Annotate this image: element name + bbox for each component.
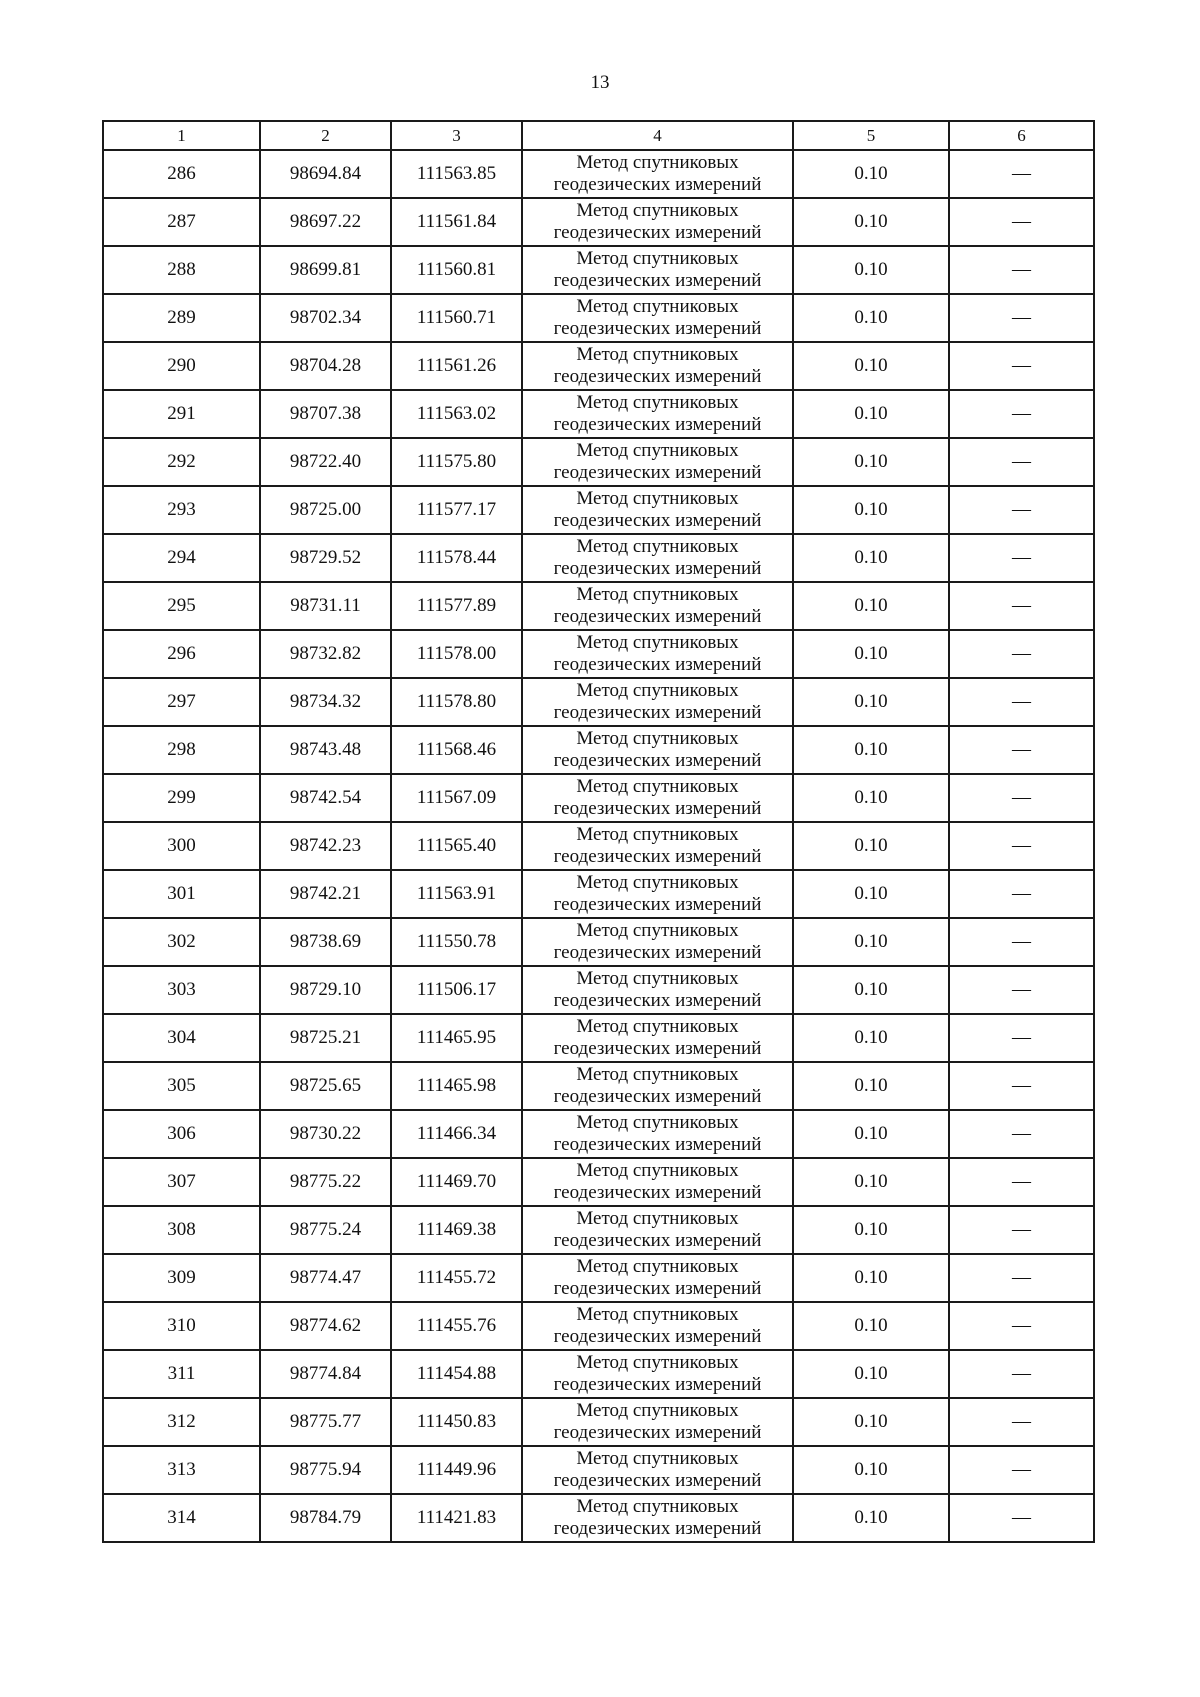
note-cell: — [949, 630, 1094, 678]
table-row [103, 342, 1094, 390]
x-coordinate-cell: 98774.84 [260, 1350, 391, 1398]
point-number-cell: 290 [103, 342, 260, 390]
method-line-2: геодезических измерений [553, 1038, 762, 1059]
method-line-1: Метод спутниковых [576, 1256, 739, 1277]
x-coordinate-cell: 98725.21 [260, 1014, 391, 1062]
x-coordinate-cell: 98743.48 [260, 726, 391, 774]
note-cell: — [949, 1350, 1094, 1398]
x-coordinate-cell: 98704.28 [260, 342, 391, 390]
point-number-cell: 303 [103, 966, 260, 1014]
note-cell: — [949, 390, 1094, 438]
point-number-cell: 300 [103, 822, 260, 870]
method-line-2: геодезических измерений [553, 1326, 762, 1347]
method-cell [522, 1494, 793, 1542]
method-line-1: Метод спутниковых [576, 632, 739, 653]
accuracy-cell: 0.10 [793, 1350, 949, 1398]
x-coordinate-cell: 98742.21 [260, 870, 391, 918]
method-line-1: Метод спутниковых [576, 1160, 739, 1181]
accuracy-cell: 0.10 [793, 630, 949, 678]
note-cell: — [949, 678, 1094, 726]
note-cell: — [949, 582, 1094, 630]
y-coordinate-cell: 111563.02 [391, 390, 522, 438]
y-coordinate-cell: 111465.95 [391, 1014, 522, 1062]
method-line-1: Метод спутниковых [576, 680, 739, 701]
y-coordinate-cell: 111550.78 [391, 918, 522, 966]
x-coordinate-cell: 98702.34 [260, 294, 391, 342]
y-coordinate-cell: 111455.72 [391, 1254, 522, 1302]
accuracy-cell: 0.10 [793, 198, 949, 246]
table-row [103, 822, 1094, 870]
table-row [103, 1062, 1094, 1110]
method-line-1: Метод спутниковых [576, 1304, 739, 1325]
method-line-1: Метод спутниковых [576, 1208, 739, 1229]
y-coordinate-cell: 111561.26 [391, 342, 522, 390]
point-number-cell: 294 [103, 534, 260, 582]
table-row [103, 390, 1094, 438]
table-row [103, 966, 1094, 1014]
y-coordinate-cell: 111560.81 [391, 246, 522, 294]
method-cell [522, 774, 793, 822]
method-cell [522, 870, 793, 918]
column-header-3: 3 [391, 121, 522, 150]
table-row [103, 774, 1094, 822]
method-cell [522, 1014, 793, 1062]
method-line-2: геодезических измерений [553, 558, 762, 579]
method-line-2: геодезических измерений [553, 1470, 762, 1491]
note-cell: — [949, 1494, 1094, 1542]
x-coordinate-cell: 98775.94 [260, 1446, 391, 1494]
accuracy-cell: 0.10 [793, 726, 949, 774]
point-number-cell: 308 [103, 1206, 260, 1254]
method-line-2: геодезических измерений [553, 462, 762, 483]
y-coordinate-cell: 111567.09 [391, 774, 522, 822]
x-coordinate-cell: 98707.38 [260, 390, 391, 438]
accuracy-cell: 0.10 [793, 294, 949, 342]
y-coordinate-cell: 111563.91 [391, 870, 522, 918]
method-line-1: Метод спутниковых [576, 296, 739, 317]
note-cell: — [949, 774, 1094, 822]
method-cell [522, 198, 793, 246]
point-number-cell: 296 [103, 630, 260, 678]
point-number-cell: 301 [103, 870, 260, 918]
table-row [103, 486, 1094, 534]
method-line-2: геодезических измерений [553, 654, 762, 675]
method-line-2: геодезических измерений [553, 894, 762, 915]
point-number-cell: 291 [103, 390, 260, 438]
method-line-1: Метод спутниковых [576, 1352, 739, 1373]
table-row [103, 1350, 1094, 1398]
method-line-2: геодезических измерений [553, 990, 762, 1011]
x-coordinate-cell: 98775.77 [260, 1398, 391, 1446]
table-row [103, 1014, 1094, 1062]
table-row [103, 438, 1094, 486]
accuracy-cell: 0.10 [793, 822, 949, 870]
note-cell: — [949, 246, 1094, 294]
x-coordinate-cell: 98725.65 [260, 1062, 391, 1110]
y-coordinate-cell: 111506.17 [391, 966, 522, 1014]
table-row [103, 1302, 1094, 1350]
note-cell: — [949, 1014, 1094, 1062]
method-line-2: геодезических измерений [553, 1182, 762, 1203]
method-line-1: Метод спутниковых [576, 440, 739, 461]
table-header [103, 121, 1094, 150]
method-line-2: геодезических измерений [553, 510, 762, 531]
y-coordinate-cell: 111450.83 [391, 1398, 522, 1446]
method-line-2: геодезических измерений [553, 1086, 762, 1107]
column-header-5: 5 [793, 121, 949, 150]
method-line-1: Метод спутниковых [576, 1016, 739, 1037]
point-number-cell: 293 [103, 486, 260, 534]
table-row [103, 870, 1094, 918]
method-line-2: геодезических измерений [553, 174, 762, 195]
x-coordinate-cell: 98694.84 [260, 150, 391, 198]
method-cell [522, 1254, 793, 1302]
x-coordinate-cell: 98697.22 [260, 198, 391, 246]
note-cell: — [949, 918, 1094, 966]
note-cell: — [949, 150, 1094, 198]
y-coordinate-cell: 111578.80 [391, 678, 522, 726]
method-line-2: геодезических измерений [553, 1422, 762, 1443]
note-cell: — [949, 294, 1094, 342]
accuracy-cell: 0.10 [793, 918, 949, 966]
method-line-1: Метод спутниковых [576, 920, 739, 941]
method-line-2: геодезических измерений [553, 846, 762, 867]
method-cell [522, 294, 793, 342]
point-number-cell: 287 [103, 198, 260, 246]
x-coordinate-cell: 98774.62 [260, 1302, 391, 1350]
x-coordinate-cell: 98729.10 [260, 966, 391, 1014]
table-row [103, 1398, 1094, 1446]
accuracy-cell: 0.10 [793, 438, 949, 486]
point-number-cell: 311 [103, 1350, 260, 1398]
method-cell [522, 1062, 793, 1110]
table-row [103, 1158, 1094, 1206]
method-line-1: Метод спутниковых [576, 1400, 739, 1421]
point-number-cell: 310 [103, 1302, 260, 1350]
y-coordinate-cell: 111577.17 [391, 486, 522, 534]
method-line-2: геодезических измерений [553, 1374, 762, 1395]
accuracy-cell: 0.10 [793, 1494, 949, 1542]
point-number-cell: 309 [103, 1254, 260, 1302]
x-coordinate-cell: 98742.54 [260, 774, 391, 822]
point-number-cell: 306 [103, 1110, 260, 1158]
method-cell [522, 918, 793, 966]
note-cell: — [949, 1206, 1094, 1254]
table-row [103, 1446, 1094, 1494]
table-row [103, 198, 1094, 246]
coordinates-table [102, 120, 1095, 1543]
note-cell: — [949, 198, 1094, 246]
method-line-1: Метод спутниковых [576, 728, 739, 749]
method-line-2: геодезических измерений [553, 702, 762, 723]
method-line-1: Метод спутниковых [576, 200, 739, 221]
page-number: 13 [590, 72, 610, 93]
accuracy-cell: 0.10 [793, 1446, 949, 1494]
method-line-2: геодезических измерений [553, 366, 762, 387]
method-line-2: геодезических измерений [553, 942, 762, 963]
y-coordinate-cell: 111565.40 [391, 822, 522, 870]
x-coordinate-cell: 98742.23 [260, 822, 391, 870]
accuracy-cell: 0.10 [793, 246, 949, 294]
y-coordinate-cell: 111449.96 [391, 1446, 522, 1494]
table-row [103, 582, 1094, 630]
x-coordinate-cell: 98729.52 [260, 534, 391, 582]
method-line-2: геодезических измерений [553, 1278, 762, 1299]
accuracy-cell: 0.10 [793, 1110, 949, 1158]
accuracy-cell: 0.10 [793, 1398, 949, 1446]
method-line-1: Метод спутниковых [576, 392, 739, 413]
table-row [103, 534, 1094, 582]
method-cell [522, 1350, 793, 1398]
note-cell: — [949, 870, 1094, 918]
table-row [103, 246, 1094, 294]
x-coordinate-cell: 98722.40 [260, 438, 391, 486]
table-row [103, 1254, 1094, 1302]
y-coordinate-cell: 111563.85 [391, 150, 522, 198]
method-cell [522, 630, 793, 678]
table-row [103, 150, 1094, 198]
method-line-1: Метод спутниковых [576, 344, 739, 365]
point-number-cell: 292 [103, 438, 260, 486]
x-coordinate-cell: 98738.69 [260, 918, 391, 966]
method-cell [522, 342, 793, 390]
method-line-1: Метод спутниковых [576, 872, 739, 893]
accuracy-cell: 0.10 [793, 390, 949, 438]
method-cell [522, 1302, 793, 1350]
method-line-1: Метод спутниковых [576, 1496, 739, 1517]
column-header-4: 4 [522, 121, 793, 150]
method-line-1: Метод спутниковых [576, 824, 739, 845]
table-row [103, 1494, 1094, 1542]
point-number-cell: 295 [103, 582, 260, 630]
method-line-2: геодезических измерений [553, 798, 762, 819]
point-number-cell: 312 [103, 1398, 260, 1446]
accuracy-cell: 0.10 [793, 774, 949, 822]
y-coordinate-cell: 111577.89 [391, 582, 522, 630]
column-header-1: 1 [103, 121, 260, 150]
method-cell [522, 1446, 793, 1494]
method-cell [522, 1206, 793, 1254]
y-coordinate-cell: 111561.84 [391, 198, 522, 246]
accuracy-cell: 0.10 [793, 486, 949, 534]
point-number-cell: 288 [103, 246, 260, 294]
method-line-1: Метод спутниковых [576, 1112, 739, 1133]
column-header-2: 2 [260, 121, 391, 150]
y-coordinate-cell: 111469.38 [391, 1206, 522, 1254]
method-cell [522, 534, 793, 582]
accuracy-cell: 0.10 [793, 534, 949, 582]
method-cell [522, 1398, 793, 1446]
note-cell: — [949, 822, 1094, 870]
method-cell [522, 438, 793, 486]
method-line-1: Метод спутниковых [576, 968, 739, 989]
accuracy-cell: 0.10 [793, 342, 949, 390]
point-number-cell: 298 [103, 726, 260, 774]
table-row [103, 678, 1094, 726]
note-cell: — [949, 966, 1094, 1014]
point-number-cell: 302 [103, 918, 260, 966]
method-cell [522, 726, 793, 774]
header-row [103, 121, 1094, 150]
method-line-1: Метод спутниковых [576, 584, 739, 605]
method-cell [522, 1158, 793, 1206]
method-line-1: Метод спутниковых [576, 1064, 739, 1085]
point-number-cell: 313 [103, 1446, 260, 1494]
accuracy-cell: 0.10 [793, 150, 949, 198]
method-line-2: геодезических измерений [553, 1518, 762, 1539]
point-number-cell: 305 [103, 1062, 260, 1110]
method-line-2: геодезических измерений [553, 1134, 762, 1155]
y-coordinate-cell: 111421.83 [391, 1494, 522, 1542]
accuracy-cell: 0.10 [793, 870, 949, 918]
method-cell [522, 486, 793, 534]
y-coordinate-cell: 111568.46 [391, 726, 522, 774]
y-coordinate-cell: 111466.34 [391, 1110, 522, 1158]
method-line-2: геодезических измерений [553, 750, 762, 771]
method-line-1: Метод спутниковых [576, 248, 739, 269]
accuracy-cell: 0.10 [793, 1302, 949, 1350]
method-cell [522, 150, 793, 198]
note-cell: — [949, 342, 1094, 390]
accuracy-cell: 0.10 [793, 1254, 949, 1302]
method-line-2: геодезических измерений [553, 1230, 762, 1251]
method-cell [522, 678, 793, 726]
point-number-cell: 297 [103, 678, 260, 726]
y-coordinate-cell: 111575.80 [391, 438, 522, 486]
method-cell [522, 822, 793, 870]
point-number-cell: 304 [103, 1014, 260, 1062]
method-line-2: геодезических измерений [553, 414, 762, 435]
x-coordinate-cell: 98731.11 [260, 582, 391, 630]
x-coordinate-cell: 98730.22 [260, 1110, 391, 1158]
x-coordinate-cell: 98774.47 [260, 1254, 391, 1302]
method-cell [522, 966, 793, 1014]
accuracy-cell: 0.10 [793, 1206, 949, 1254]
y-coordinate-cell: 111465.98 [391, 1062, 522, 1110]
method-line-2: геодезических измерений [553, 270, 762, 291]
method-line-1: Метод спутниковых [576, 536, 739, 557]
method-cell [522, 246, 793, 294]
note-cell: — [949, 1302, 1094, 1350]
point-number-cell: 289 [103, 294, 260, 342]
method-cell [522, 582, 793, 630]
method-cell [522, 1110, 793, 1158]
note-cell: — [949, 1110, 1094, 1158]
method-line-1: Метод спутниковых [576, 776, 739, 797]
x-coordinate-cell: 98775.24 [260, 1206, 391, 1254]
x-coordinate-cell: 98699.81 [260, 246, 391, 294]
method-line-2: геодезических измерений [553, 318, 762, 339]
method-line-1: Метод спутниковых [576, 152, 739, 173]
method-line-2: геодезических измерений [553, 222, 762, 243]
note-cell: — [949, 1446, 1094, 1494]
point-number-cell: 286 [103, 150, 260, 198]
table-row [103, 294, 1094, 342]
y-coordinate-cell: 111578.44 [391, 534, 522, 582]
accuracy-cell: 0.10 [793, 678, 949, 726]
method-line-1: Метод спутниковых [576, 1448, 739, 1469]
accuracy-cell: 0.10 [793, 1158, 949, 1206]
note-cell: — [949, 1254, 1094, 1302]
table-row [103, 726, 1094, 774]
note-cell: — [949, 438, 1094, 486]
accuracy-cell: 0.10 [793, 966, 949, 1014]
accuracy-cell: 0.10 [793, 1014, 949, 1062]
table-row [103, 1206, 1094, 1254]
y-coordinate-cell: 111578.00 [391, 630, 522, 678]
x-coordinate-cell: 98784.79 [260, 1494, 391, 1542]
x-coordinate-cell: 98734.32 [260, 678, 391, 726]
note-cell: — [949, 486, 1094, 534]
table-row [103, 630, 1094, 678]
method-line-2: геодезических измерений [553, 606, 762, 627]
table-body [103, 150, 1094, 1542]
method-cell [522, 390, 793, 438]
point-number-cell: 314 [103, 1494, 260, 1542]
y-coordinate-cell: 111469.70 [391, 1158, 522, 1206]
y-coordinate-cell: 111454.88 [391, 1350, 522, 1398]
table-row [103, 918, 1094, 966]
accuracy-cell: 0.10 [793, 582, 949, 630]
x-coordinate-cell: 98725.00 [260, 486, 391, 534]
note-cell: — [949, 1398, 1094, 1446]
y-coordinate-cell: 111560.71 [391, 294, 522, 342]
column-header-6: 6 [949, 121, 1094, 150]
point-number-cell: 299 [103, 774, 260, 822]
x-coordinate-cell: 98732.82 [260, 630, 391, 678]
point-number-cell: 307 [103, 1158, 260, 1206]
note-cell: — [949, 534, 1094, 582]
note-cell: — [949, 1158, 1094, 1206]
table-row [103, 1110, 1094, 1158]
note-cell: — [949, 726, 1094, 774]
x-coordinate-cell: 98775.22 [260, 1158, 391, 1206]
accuracy-cell: 0.10 [793, 1062, 949, 1110]
method-line-1: Метод спутниковых [576, 488, 739, 509]
y-coordinate-cell: 111455.76 [391, 1302, 522, 1350]
note-cell: — [949, 1062, 1094, 1110]
